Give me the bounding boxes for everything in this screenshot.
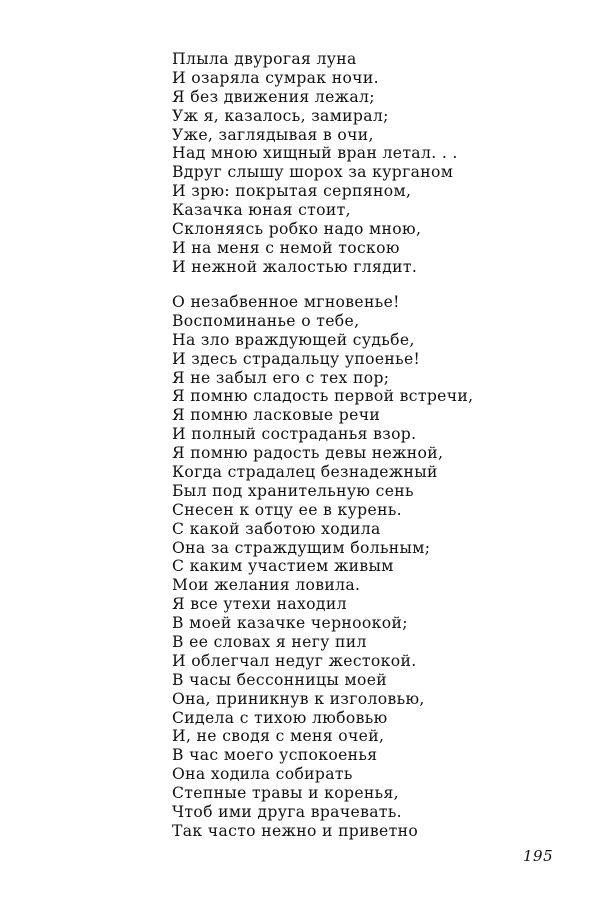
poem-line: Я все утехи находил	[172, 595, 347, 614]
poem-line: Уж я, казалось, замирал;	[172, 106, 389, 125]
poem-line: Казачка юная стоит,	[172, 201, 351, 220]
poem-line: В часы бессонницы моей	[172, 670, 388, 689]
poem-line: И полный состраданья взор.	[172, 425, 417, 444]
poem-line: Она за страждущим больным;	[172, 538, 431, 557]
poem-line: Склоняясь робко надо мною,	[172, 220, 422, 239]
poem-line: В ее словах я негу пил	[172, 633, 367, 652]
poem-line: Воспоминанье о тебе,	[172, 311, 360, 330]
poem-line: И облегчал недуг жестокой.	[172, 651, 417, 670]
poem-line: Она, приникнув к изголовью,	[172, 689, 425, 708]
page-number: 195	[523, 847, 554, 865]
poem-line: Я помню ласковые речи	[172, 406, 381, 425]
poem-line: С какой заботою ходила	[172, 519, 381, 538]
poem-line: Сидела с тихою любовью	[172, 708, 388, 727]
poem-line: В моей казачке черноокой;	[172, 614, 408, 633]
poem-line: Я помню радость девы нежной,	[172, 444, 444, 463]
poem-line: С каким участием живым	[172, 557, 394, 576]
poem-line: Я помню сладость первой встречи,	[172, 387, 474, 406]
poem-line: Над мною хищный вран летал. . .	[172, 144, 458, 163]
poem-line: Снесен к отцу ее в курень.	[172, 500, 402, 519]
poem-line: Мои желания ловила.	[172, 576, 361, 595]
poem-line: И здесь страдальцу упоенье!	[172, 349, 421, 368]
poem-line: Был под хранительную сень	[172, 481, 414, 500]
poem-line: И озаряла сумрак ночи.	[172, 68, 379, 87]
poem-line: Чтоб ими друга врачевать.	[172, 803, 402, 822]
poem-line: И зрю: покрытая серпяном,	[172, 182, 412, 201]
poem-line: Уже, заглядывая в очи,	[172, 125, 374, 144]
poem-line: В час моего успокоенья	[172, 746, 378, 765]
poem-line: О незабвенное мгновенье!	[172, 293, 400, 311]
poem-line: Она ходила собирать	[172, 765, 353, 784]
poem-line: Вдруг слышу шорох за курганом	[172, 163, 454, 182]
poem-line: На зло враждующей судьбе,	[172, 330, 415, 349]
poem-stanza-2	[172, 293, 473, 841]
poem-line: И, не сводя с меня очей,	[172, 727, 385, 746]
poem-line: Я не забыл его с тех пор;	[172, 368, 390, 387]
poem-line: Степные травы и коренья,	[172, 784, 399, 803]
poem-line: Когда страдалец безнадежный	[172, 463, 438, 482]
poem-line: Так часто нежно и приветно	[172, 821, 419, 840]
poem-line: Плыла двурогая луна	[172, 50, 357, 68]
poem-line: И на меня с немой тоскою	[172, 238, 400, 257]
poem-stanza-1	[172, 50, 458, 277]
poem-line: И нежной жалостью глядит.	[172, 257, 418, 276]
poem-line: Я без движения лежал;	[172, 87, 375, 106]
